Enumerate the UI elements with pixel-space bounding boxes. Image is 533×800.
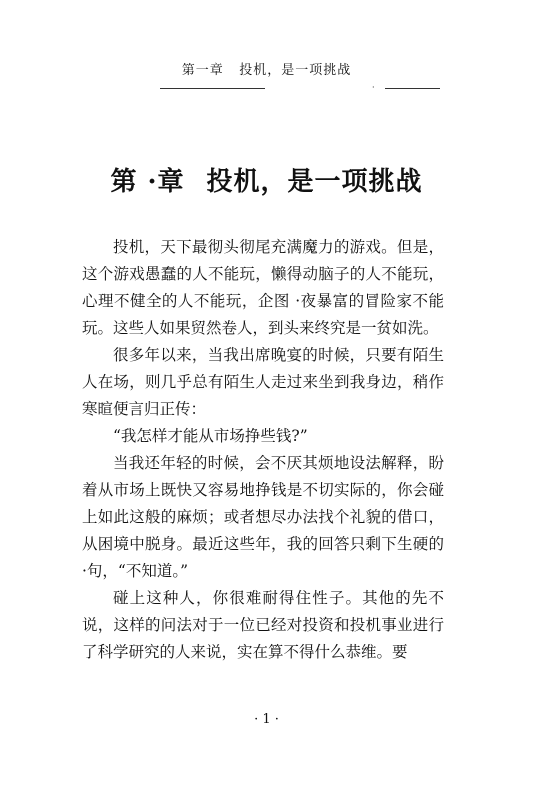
paragraph: 很多年以来，当我出席晚宴的时候，只要有陌生人在场，则几乎总有陌生人走过来坐到我身边，稍作寒暄便言归正传： [82,346,444,418]
header-rule-right [385,88,440,89]
chapter-title-text: 投机，是一项挑战 [206,167,423,197]
paragraph: 投机，天下最彻头彻尾充满魔力的游戏。但是，这个游戏愚蠢的人不能玩，懒得动脑子的人不能玩，心理不健全的人不能玩，企图 ·夜暴富的冒险家不能玩。这些人如果贸然卷人，到头来终究是一贫如洗。 [82,238,444,337]
running-header-chapter: 第一章 [181,63,224,78]
running-header [0,63,533,79]
body-text [82,234,444,666]
header-rule-dot: · [372,83,375,92]
header-rule-left [160,88,265,89]
paragraph: “我怎样才能从市场挣些钱?” [113,427,308,445]
running-header-title: 投机，是一项挑战 [239,63,352,78]
paragraph: 当我还年轻的时候，会不厌其烦地设法解释，盼着从市场上既快又容易地挣钱是不切实际的，你会碰上如此这般的麻烦；或者想尽办法找个礼貌的借口，从困境中脱身。最近这些年，我的回答只剩下生硬的 ·句，“不知道。” [82,454,444,580]
chapter-title [0,162,533,202]
page-number: · 1 · [254,712,279,727]
paragraph: 碰上这种人，你很难耐得住性子。其他的先不说，这样的问法对于一位已经对投资和投机事业进行了科学研究的人来说，实在算不得什么恭维。要 [82,589,444,661]
chapter-title-number: 第 ·章 [110,167,185,197]
